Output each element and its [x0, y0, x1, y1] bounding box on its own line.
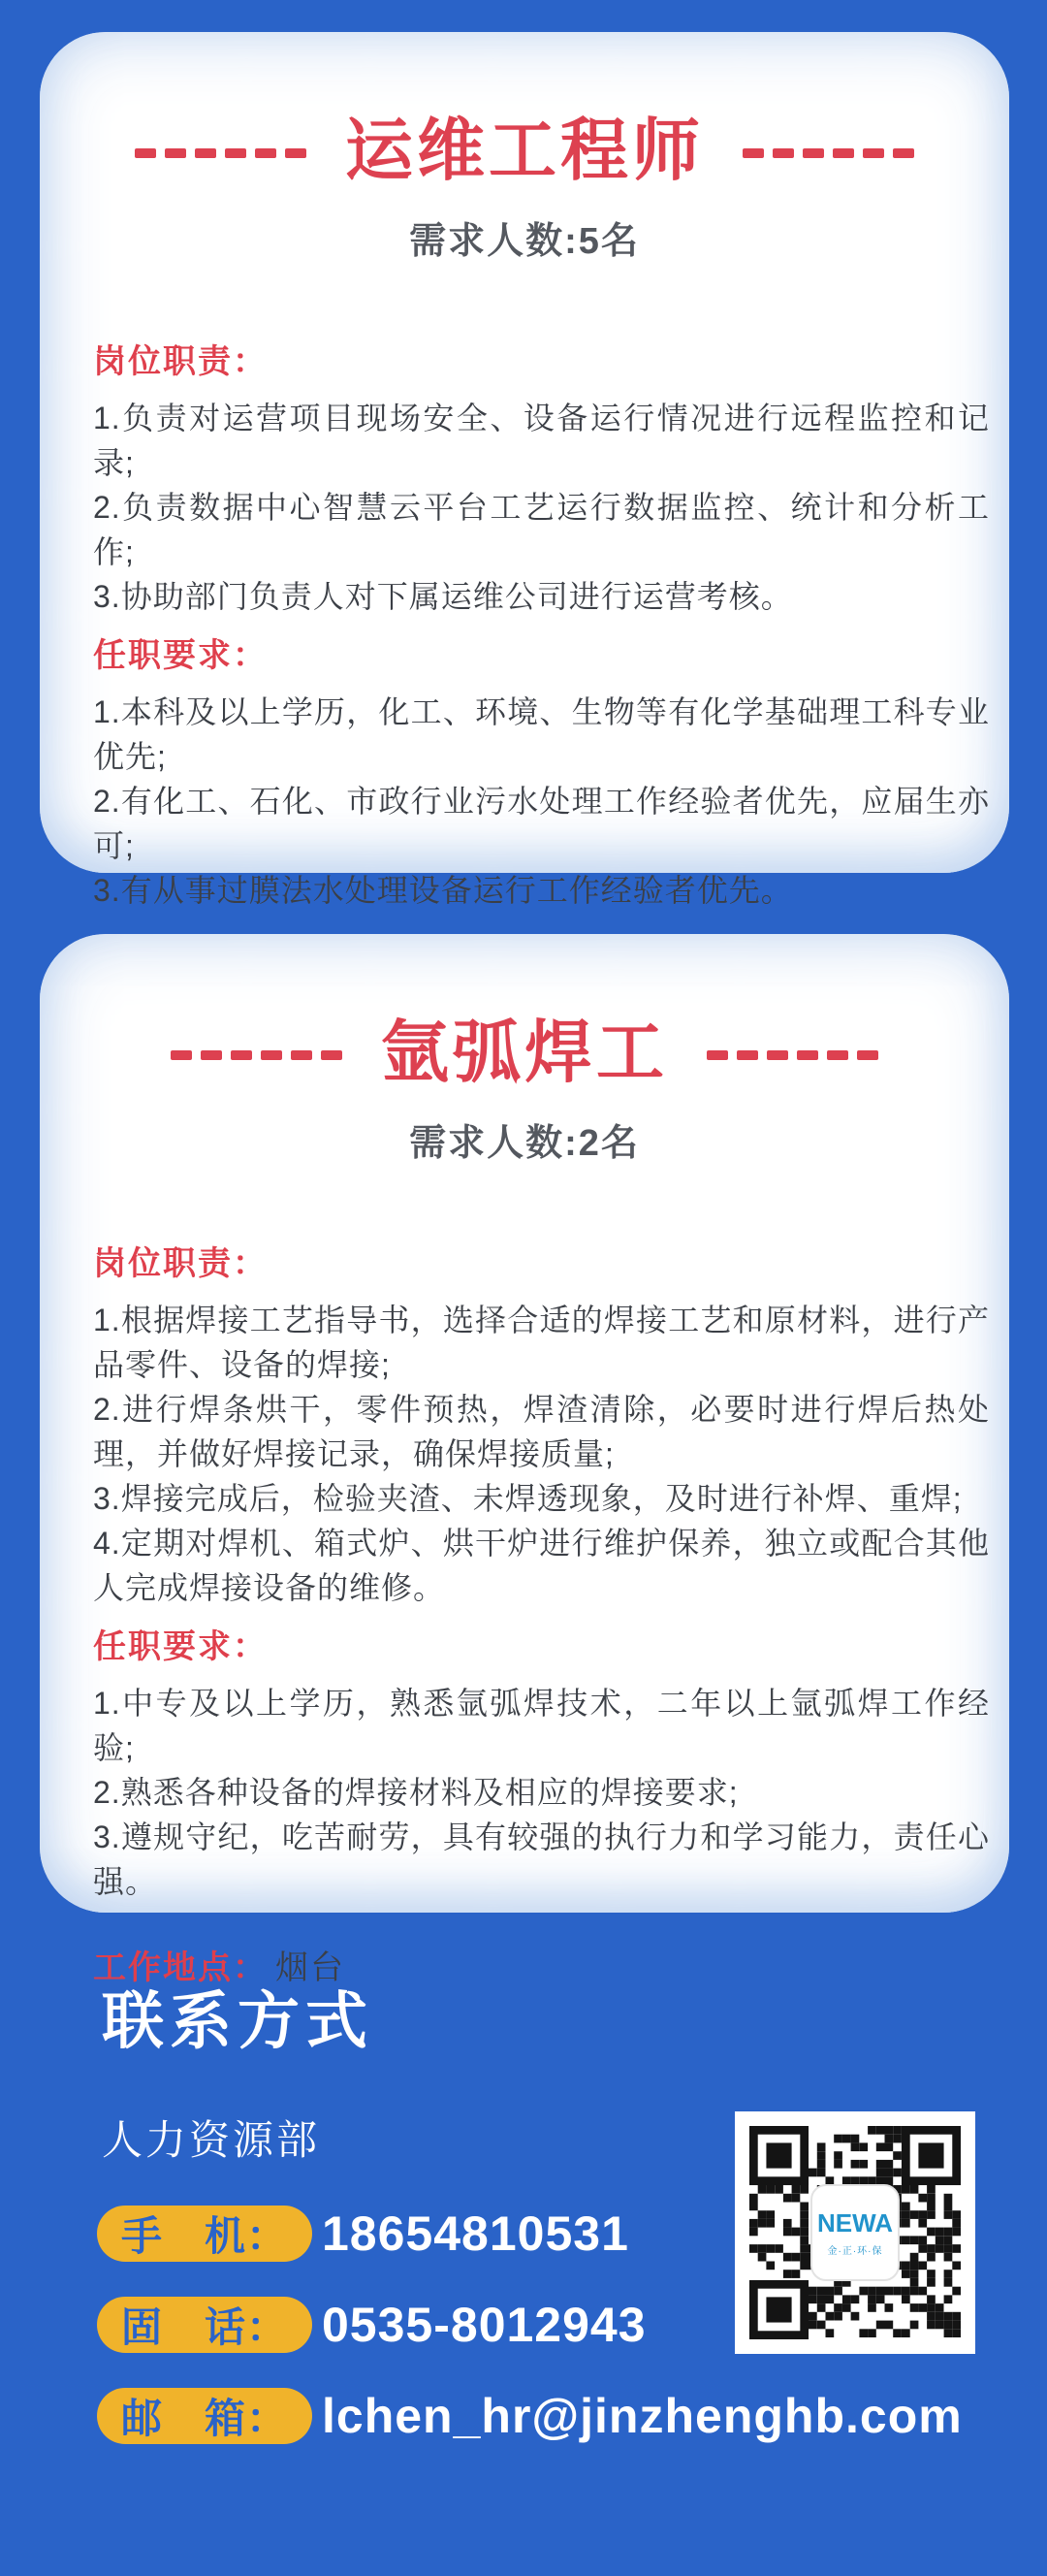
qr-center-logo	[810, 2184, 900, 2281]
contact-department: 人力资源部	[102, 2117, 321, 2163]
newa-logo-subtext: 金·正·环·保	[827, 2246, 883, 2257]
email-address: lchen_hr@jinzhenghb.com	[322, 2389, 963, 2443]
title-dashes-right-icon	[743, 148, 914, 158]
requirements-heading: 任职要求：	[93, 637, 268, 674]
title-dashes-left-icon	[135, 148, 306, 158]
requirement-item: 1.本科及以上学历，化工、环境、生物等有化学基础理工科专业优先;	[93, 694, 990, 774]
requirement-item: 2.有化工、石化、市政行业污水处理工作经验者优先，应届生亦可;	[93, 784, 990, 863]
landline-label-pill: 固 话：	[97, 2297, 312, 2353]
job-title-row	[40, 1008, 1009, 1097]
work-location-label: 工作地点：	[93, 1949, 268, 1986]
job-card-header	[40, 32, 1009, 265]
requirement-item: 3.有从事过膜法水处理设备运行工作经验者优先。	[93, 873, 793, 908]
title-dashes-right-icon	[707, 1050, 878, 1060]
work-location-row	[93, 1948, 990, 1987]
responsibility-item: 3.焊接完成后，检验夹渣、未焊透现象，及时进行补焊、重焊;	[93, 1481, 963, 1516]
responsibility-item: 2.进行焊条烘干，零件预热，焊渣清除，必要时进行焊后热处理，并做好焊接记录，确保焊接质量;	[93, 1392, 990, 1471]
requirements-heading: 任职要求：	[93, 1628, 268, 1665]
responsibility-item: 4.定期对焊机、箱式炉、烘干炉进行维护保养，独立或配合其他人完成焊接设备的维修。	[93, 1526, 990, 1605]
job-title-row	[40, 106, 1009, 195]
job-card-body	[40, 344, 1009, 996]
work-location-value: 烟台	[275, 1949, 345, 1986]
mobile-label-pill: 手 机：	[97, 2206, 312, 2262]
job-card-argon-arc-welder	[40, 934, 1009, 1986]
mobile-number: 18654810531	[322, 2206, 629, 2261]
responsibilities-heading: 岗位职责：	[93, 1245, 268, 1282]
job-card-body	[40, 1246, 1009, 1987]
job-title: 运维工程师	[345, 113, 704, 188]
responsibility-item: 1.根据焊接工艺指导书，选择合适的焊接工艺和原材料，进行产品零件、设备的焊接;	[93, 1303, 990, 1382]
job-card-operations-engineer	[40, 32, 1009, 908]
job-card-header	[40, 934, 1009, 1167]
requirement-item: 3.遵规守纪，吃苦耐劳，具有较强的执行力和学习能力，责任心强。	[93, 1819, 990, 1899]
responsibility-item: 2.负责数据中心智慧云平台工艺运行数据监控、统计和分析工作;	[93, 490, 990, 569]
responsibility-item: 3.协助部门负责人对下属运维公司进行运营考核。	[93, 579, 793, 614]
contact-section-title: 联系方式	[102, 1986, 373, 2056]
responsibilities-heading: 岗位职责：	[93, 343, 268, 380]
job-title: 氩弧焊工	[381, 1014, 668, 1090]
qr-code	[735, 2111, 975, 2354]
responsibility-item: 1.负责对运营项目现场安全、设备运行情况进行远程监控和记录;	[93, 401, 990, 480]
headcount-label: 需求人数:5名	[409, 221, 640, 262]
title-dashes-left-icon	[171, 1050, 342, 1060]
newa-logo: NEWA	[817, 2208, 893, 2238]
email-label-pill: 邮 箱：	[97, 2388, 312, 2444]
landline-number: 0535-8012943	[322, 2298, 647, 2352]
headcount-label: 需求人数:2名	[409, 1123, 640, 1164]
requirement-item: 2.熟悉各种设备的焊接材料及相应的焊接要求;	[93, 1775, 739, 1810]
contact-row-email	[97, 2388, 963, 2444]
requirement-item: 1.中专及以上学历，熟悉氩弧焊技术，二年以上氩弧焊工作经验;	[93, 1686, 990, 1765]
